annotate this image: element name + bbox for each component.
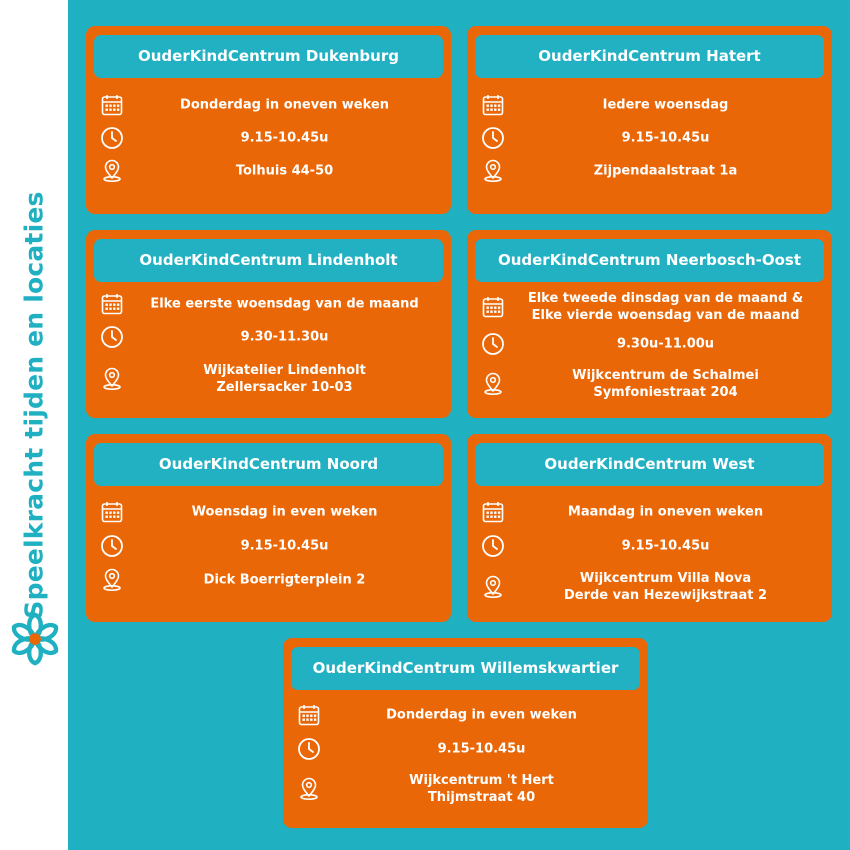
time-row [475, 529, 824, 563]
time-text: 9.15-10.45u [621, 538, 710, 554]
clock-icon [297, 737, 321, 761]
location-card-lindenholt [86, 230, 451, 418]
day-text: Donderdag in oneven weken [180, 97, 389, 113]
location-pin-icon [481, 372, 505, 396]
address-text: Dick Boerrigterplein 2 [203, 572, 366, 588]
time-row [94, 529, 443, 563]
address-text: Wijkcentrum de Schalmei Symfoniestraat 204 [572, 368, 759, 400]
day-text: Donderdag in even weken [386, 707, 577, 723]
address-row [291, 772, 640, 806]
address-text: Wijkcentrum 't Hert Thijmstraat 40 [409, 773, 554, 805]
card-title: OuderKindCentrum Hatert [475, 35, 824, 78]
clock-icon [481, 534, 505, 558]
location-pin-icon [481, 159, 505, 183]
day-row [291, 698, 640, 732]
time-text: 9.15-10.45u [240, 538, 329, 554]
clock-icon [100, 126, 124, 150]
sidebar [0, 0, 68, 850]
day-text: Maandag in oneven weken [567, 504, 764, 520]
location-pin-icon [100, 367, 124, 391]
calendar-icon [100, 93, 124, 117]
day-text: Elke eerste woensdag van de maand [150, 296, 419, 312]
day-row [94, 88, 443, 122]
time-row [475, 121, 824, 155]
address-row [475, 154, 824, 188]
address-text: Tolhuis 44-50 [235, 163, 334, 179]
card-title: OuderKindCentrum West [475, 443, 824, 486]
location-card-west [467, 434, 832, 622]
address-row [94, 362, 443, 396]
calendar-icon [100, 292, 124, 316]
clock-icon [100, 534, 124, 558]
address-text: Zijpendaalstraat 1a [593, 163, 738, 179]
calendar-icon [481, 500, 505, 524]
address-text: Wijkcentrum Villa Nova Derde van Hezewijkstraat 2 [563, 571, 768, 603]
clock-icon [481, 332, 505, 356]
day-row [475, 495, 824, 529]
time-text: 9.15-10.45u [240, 130, 329, 146]
day-row [475, 290, 824, 324]
time-text: 9.30-11.30u [240, 329, 329, 345]
card-title: OuderKindCentrum Willemskwartier [291, 647, 640, 690]
day-row [475, 88, 824, 122]
calendar-icon [481, 93, 505, 117]
day-text: Woensdag in even weken [191, 504, 378, 520]
time-row [94, 320, 443, 354]
location-pin-icon [481, 575, 505, 599]
card-title: OuderKindCentrum Dukenburg [94, 35, 443, 78]
calendar-icon [297, 703, 321, 727]
address-row [475, 570, 824, 604]
card-title: OuderKindCentrum Neerbosch-Oost [475, 239, 824, 282]
calendar-icon [481, 295, 505, 319]
card-title: OuderKindCentrum Noord [94, 443, 443, 486]
location-card-hatert [467, 26, 832, 214]
location-card-noord [86, 434, 451, 622]
day-text: Elke tweede dinsdag van de maand & Elke vierde woensdag van de maand [527, 291, 804, 323]
time-row [475, 327, 824, 361]
address-row [94, 563, 443, 597]
clock-icon [100, 325, 124, 349]
asterisk-flower-icon [6, 610, 64, 668]
time-text: 9.15-10.45u [437, 741, 526, 757]
time-text: 9.15-10.45u [621, 130, 710, 146]
day-row [94, 495, 443, 529]
address-row [94, 154, 443, 188]
location-card-neerbosch-oost [467, 230, 832, 418]
day-text: Iedere woensdag [602, 97, 729, 113]
location-card-willemskwartier [283, 638, 648, 828]
location-pin-icon [297, 777, 321, 801]
time-text: 9.30u-11.00u [616, 336, 715, 352]
card-title: OuderKindCentrum Lindenholt [94, 239, 443, 282]
time-row [291, 732, 640, 766]
time-row [94, 121, 443, 155]
page-title: Speelkracht tijden en locaties [19, 191, 49, 619]
address-row [475, 367, 824, 401]
day-row [94, 287, 443, 321]
calendar-icon [100, 500, 124, 524]
clock-icon [481, 126, 505, 150]
location-pin-icon [100, 159, 124, 183]
location-card-dukenburg [86, 26, 451, 214]
location-pin-icon [100, 568, 124, 592]
address-text: Wijkatelier Lindenholt Zellersacker 10-03 [203, 363, 366, 395]
